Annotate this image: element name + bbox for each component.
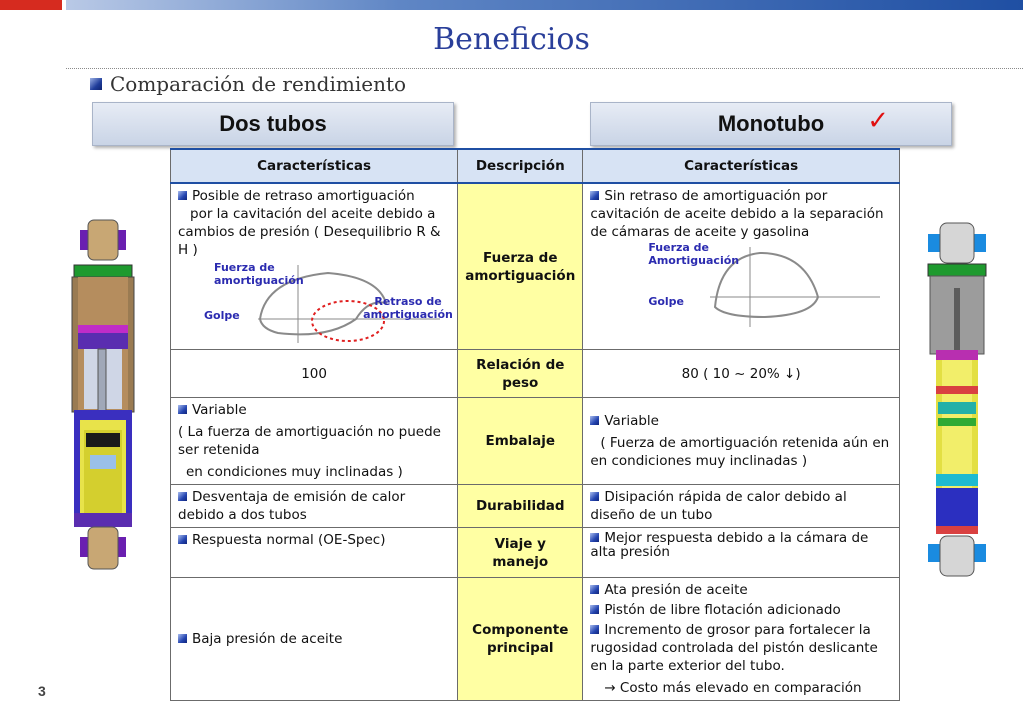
cell-mid-viaje: Viaje y manejo [458,528,583,578]
comparison-table [170,148,900,701]
right-component-line-4: → Costo más elevado en comparación [604,680,862,696]
cell-mid-durabilidad: Durabilidad [458,485,583,528]
cell-right-damping [583,183,900,350]
banner-monotubo [590,102,952,146]
cell-left-weight: 100 [171,350,458,398]
right-ride-text: Mejor respuesta debido a la cámara de alta presión [590,530,869,560]
bullet-square-icon [590,533,599,542]
graph-label-force: Fuerza de Amortiguación [648,241,740,267]
cell-right-packaging [583,398,900,485]
table-row [171,528,900,578]
cell-mid-peso: Relación de peso [458,350,583,398]
list-item [178,401,450,419]
list-item [590,187,892,241]
twin-tube-damping-graph [178,259,453,349]
left-packaging-line-1: Variable [192,402,247,418]
table-row [171,578,900,701]
left-durability-text: Desventaja de emisión de calor debido a dos tubos [178,489,406,523]
left-component-text: Baja presión de aceite [192,631,343,647]
top-bar-blue [66,0,1023,10]
right-component-line-3: Incremento de grosor para fortalecer la rugosidad controlada del pistón deslicante en la parte exterior del tubo. [590,622,878,674]
header-right-caracteristicas: Características [583,149,900,183]
right-packaging-line-1: Variable [604,413,659,429]
top-bar-red [0,0,62,10]
graph-label-stroke: Golpe [204,309,240,322]
cell-left-component [171,578,458,701]
subtitle [90,72,406,96]
right-component-line-1: Ata presión de aceite [604,582,748,598]
table-row [171,183,900,350]
cell-left-ride [171,528,458,578]
graph-label-force: Fuerza de amortiguación [214,261,304,287]
list-item [178,187,450,205]
banner-monotubo-label: Monotubo [717,111,825,136]
bullet-square-icon [178,405,187,414]
title-divider [66,68,1023,69]
bullet-square-icon [590,191,599,200]
bullet-square-icon [590,625,599,634]
graph-label-delay: Retraso de amortiguación [363,295,453,321]
bullet-square-icon [590,492,599,501]
bullet-square-icon [90,78,102,90]
page-number: 3 [38,683,46,699]
header-left-caracteristicas: Características [171,149,458,183]
list-item [590,581,892,599]
bullet-square-icon [178,492,187,501]
cell-right-durability [583,485,900,528]
monotube-shock-illustration [924,218,990,578]
table-row [171,485,900,528]
right-durability-text: Disipación rápida de calor debido al diseño de un tubo [590,489,847,523]
header-descripcion: Descripción [458,149,583,183]
cell-right-component [583,578,900,701]
list-item [590,621,892,675]
twin-tube-shock-illustration [70,215,136,575]
bullet-square-icon [590,416,599,425]
checkmark-icon: ✓ [867,105,889,135]
cell-left-durability [171,485,458,528]
bullet-square-icon [590,605,599,614]
graph-label-stroke: Golpe [648,295,685,308]
table-header-row [171,149,900,183]
right-packaging-line-2: ( Fuerza de amortiguación retenida aún en en condiciones muy inclinadas ) [590,435,890,469]
cell-mid-fuerza: Fuerza de amortiguación [458,183,583,350]
left-ride-text: Respuesta normal (OE-Spec) [192,532,386,548]
bullet-square-icon [178,634,187,643]
left-damping-line-1: Posible de retraso amortiguación [192,188,415,204]
cell-mid-embalaje: Embalaje [458,398,583,485]
table-row [171,350,900,398]
left-damping-line-2: por la cavitación del aceite debido a cambios de presión ( Desequilibrio R & H ) [178,206,441,258]
left-packaging-line-3: en condiciones muy inclinadas ) [186,464,403,480]
bullet-square-icon [590,585,599,594]
cell-right-ride [583,528,900,578]
subtitle-text: Comparación de rendimiento [110,72,407,96]
banner-dos-tubos [92,102,454,146]
left-packaging-line-2: ( La fuerza de amortiguación no puede ser retenida [178,424,441,458]
monotube-damping-graph [590,241,892,333]
bullet-square-icon [178,191,187,200]
bullet-square-icon [178,535,187,544]
list-item [590,412,892,430]
right-component-line-2: Pistón de libre flotación adicionado [604,602,841,618]
list-item [590,601,892,619]
cell-mid-componente: Componente principal [458,578,583,701]
cell-left-packaging [171,398,458,485]
cell-right-weight: 80 ( 10 ~ 20% ↓) [583,350,900,398]
page-title: Beneficios [433,22,590,57]
banner-dos-tubos-label: Dos tubos [219,111,327,136]
table-row [171,398,900,485]
right-damping-line-1: Sin retraso de amortiguación por cavitación de aceite debido a la separación de cámaras de aceite y gasolina [590,188,884,240]
cell-left-damping [171,183,458,350]
